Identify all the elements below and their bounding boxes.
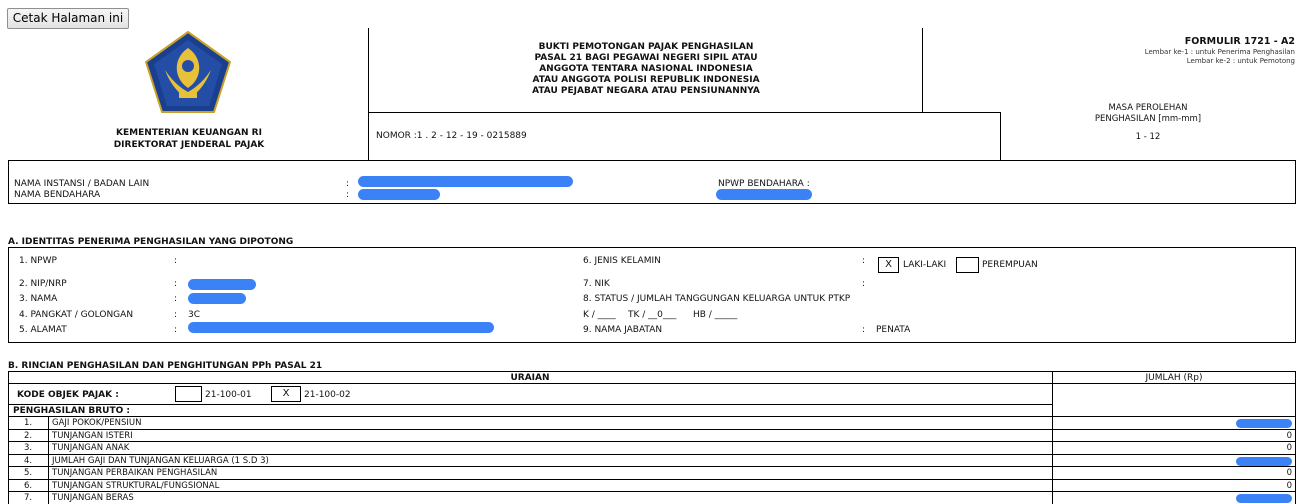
- kode-1-checkbox[interactable]: [175, 386, 202, 402]
- colon: :: [174, 294, 178, 304]
- colon: :: [862, 256, 866, 266]
- nama-label: 3. NAMA: [19, 294, 58, 304]
- nomor: NOMOR :1 . 2 - 12 - 19 - 0215889: [376, 131, 527, 141]
- row-label: TUNJANGAN BERAS: [52, 493, 134, 503]
- redacted-bendahara: [358, 189, 440, 200]
- colon: :: [346, 190, 350, 200]
- kode-2-label: 21-100-02: [304, 390, 351, 400]
- jabatan-label: 9. NAMA JABATAN: [583, 325, 663, 335]
- print-page-button[interactable]: Cetak Halaman ini: [7, 8, 129, 29]
- pangkat-label: 4. PANGKAT / GOLONGAN: [19, 310, 134, 320]
- npwp-label: 1. NPWP: [19, 256, 57, 266]
- masa-value: 1 - 12: [1135, 132, 1161, 142]
- colon: :: [862, 325, 866, 335]
- table-row: [8, 492, 1296, 504]
- redacted-amount: [1236, 457, 1292, 466]
- col-jumlah-header: JUMLAH (Rp): [1145, 373, 1203, 383]
- redacted-alamat: [188, 322, 494, 333]
- row-number: 7.: [23, 493, 33, 503]
- row-amount: 0: [1286, 443, 1292, 453]
- redacted-instansi: [358, 176, 573, 187]
- redacted-nama: [188, 293, 246, 304]
- ministry-logo: [143, 30, 233, 116]
- colon: :: [174, 310, 178, 320]
- title-line-2: PASAL 21 BAGI PEGAWAI NEGERI SIPIL ATAU: [534, 53, 758, 63]
- col-uraian-header: URAIAN: [510, 373, 550, 383]
- row-label: JUMLAH GAJI DAN TUNJANGAN KELUARGA (1 S.D 3): [52, 455, 269, 466]
- redacted-amount: [1236, 419, 1292, 428]
- table-row: [8, 467, 1296, 480]
- status-label: 8. STATUS / JUMLAH TANGGUNGAN KELUARGA UNTUK PTKP: [583, 294, 851, 304]
- jenis-kelamin-label: 6. JENIS KELAMIN: [583, 256, 661, 266]
- ministry-line-1: KEMENTERIAN KEUANGAN RI: [116, 128, 262, 138]
- row-number: 5.: [23, 468, 33, 478]
- laki-laki-checkbox[interactable]: X: [878, 257, 899, 273]
- npwp-bendahara-label: NPWP BENDAHARA :: [718, 179, 810, 189]
- sheet-note-1: Lembar ke-1 : untuk Penerima Penghasilan: [1144, 48, 1295, 56]
- ministry-name: [90, 127, 288, 151]
- redacted-nip: [188, 279, 256, 290]
- colon: :: [174, 325, 178, 335]
- row-number: 3.: [23, 443, 33, 453]
- alamat-label: 5. ALAMAT: [19, 325, 67, 335]
- row-label: GAJI POKOK/PENSIUN: [52, 418, 142, 428]
- instansi-box: [8, 160, 1296, 204]
- table-row: [8, 480, 1296, 493]
- row-label: TUNJANGAN STRUKTURAL/FUNGSIONAL: [52, 480, 220, 491]
- status-k: K / ____: [583, 310, 616, 320]
- table-row: [8, 442, 1296, 455]
- jabatan-value: PENATA: [876, 325, 911, 335]
- bruto-label: PENGHASILAN BRUTO :: [13, 406, 130, 416]
- ministry-line-2: DIREKTORAT JENDERAL PAJAK: [113, 140, 265, 150]
- title-line-3: ANGGOTA TENTARA NASIONAL INDONESIA: [539, 64, 753, 74]
- row-number: 2.: [23, 430, 33, 441]
- pangkat-value: 3C: [188, 310, 201, 320]
- form-code: FORMULIR 1721 - A2: [1184, 36, 1295, 47]
- row-label: TUNJANGAN ANAK: [52, 443, 130, 453]
- status-hb: HB / _____: [693, 310, 738, 320]
- form-title: [370, 42, 922, 97]
- row-label: TUNJANGAN PERBAIKAN PENGHASILAN: [52, 468, 218, 478]
- title-line-1: BUKTI PEMOTONGAN PAJAK PENGHASILAN: [538, 42, 754, 52]
- table-row: [8, 417, 1296, 430]
- section-b-title: B. RINCIAN PENGHASILAN DAN PENGHITUNGAN PPh PASAL 21: [8, 361, 323, 371]
- colon: :: [346, 179, 350, 189]
- nik-label: 7. NIK: [583, 279, 610, 289]
- kode-2-checkbox[interactable]: X: [271, 386, 301, 402]
- kode-objek-label: KODE OBJEK PAJAK :: [17, 390, 119, 400]
- row-amount: 0: [1286, 468, 1292, 478]
- sheet-note-2: Lembar ke-2 : untuk Pemotong: [1186, 57, 1295, 65]
- colon: :: [862, 279, 866, 289]
- masa-line-1: MASA PEROLEHAN: [1108, 103, 1188, 113]
- laki-laki-label: LAKI-LAKI: [903, 260, 947, 270]
- row-label: TUNJANGAN ISTERI: [52, 430, 133, 441]
- table-row: [8, 430, 1296, 443]
- row-amount: 0: [1286, 480, 1292, 491]
- row-number: 1.: [23, 418, 33, 428]
- nama-instansi-label: NAMA INSTANSI / BADAN LAIN: [14, 179, 150, 189]
- row-amount: 0: [1286, 430, 1292, 441]
- colon: :: [174, 279, 178, 289]
- table-row: [8, 455, 1296, 468]
- kode-1-label: 21-100-01: [205, 390, 252, 400]
- section-a-title: A. IDENTITAS PENERIMA PENGHASILAN YANG DIPOTONG: [8, 237, 294, 247]
- redacted-npwp-bendahara: [716, 189, 812, 200]
- title-line-4: ATAU ANGGOTA POLISI REPUBLIK INDONESIA: [532, 75, 760, 85]
- colon: :: [174, 256, 178, 266]
- nip-label: 2. NIP/NRP: [19, 279, 67, 289]
- redacted-amount: [1236, 494, 1292, 503]
- perempuan-label: PEREMPUAN: [982, 260, 1038, 270]
- status-tk: TK / __0___: [628, 310, 677, 320]
- nama-bendahara-label: NAMA BENDAHARA: [14, 190, 101, 200]
- masa-perolehan: [1060, 103, 1236, 143]
- title-line-5: ATAU PEJABAT NEGARA ATAU PENSIUNANNYA: [532, 86, 760, 96]
- perempuan-checkbox[interactable]: [956, 257, 979, 273]
- masa-line-2: PENGHASILAN [mm-mm]: [1094, 114, 1202, 124]
- row-number: 6.: [23, 480, 33, 491]
- row-number: 4.: [23, 455, 33, 466]
